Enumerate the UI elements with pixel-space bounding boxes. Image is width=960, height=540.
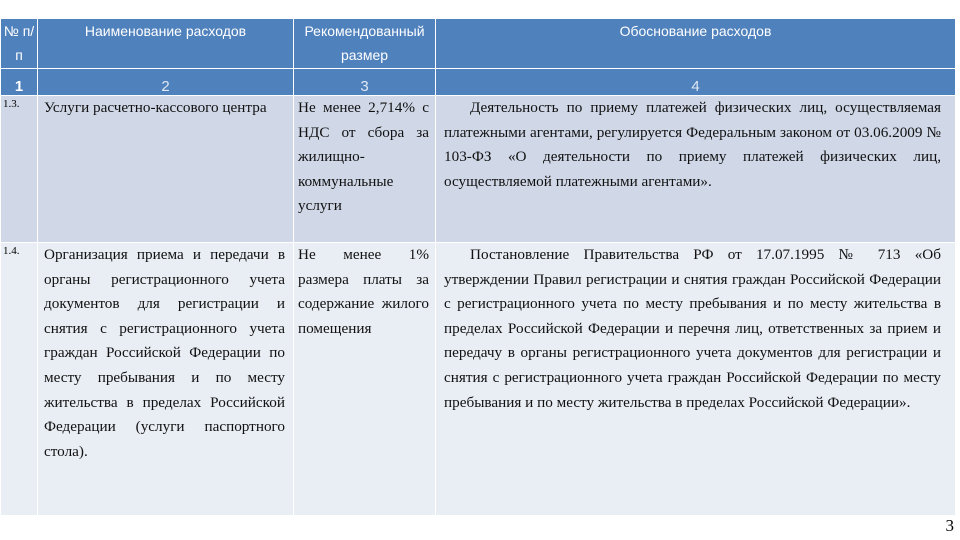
row-name-text: Услуги расчетно-кассового центра [44,99,267,116]
header-row [1,19,956,69]
row-basis-text: Постановление Правительства РФ от 17.07.1995 № 713 «Об утверждении Правил регистрации и снятия граждан Российской Федерации с регистрационного учета по месту пребывания и по месту жительства в пределах Российской Федерации и перечня лиц, ответственных за прием и передачу в органы регистрационного учета документов для регистрации и снятия с регистрационного учета граждан Российской Федерации по месту пребывания и по месту жительства в пределах Российской Федерации». [444,246,941,411]
column-numbers-row [1,69,956,96]
row-name [38,96,294,243]
header-basis: Обоснование расходов [436,19,956,69]
column-number-1: 1 [1,69,38,96]
row-name [38,243,294,516]
row-size [294,96,436,243]
row-size-text: Не менее 1% размера платы за содержание жилого помещения [298,246,429,337]
row-basis [436,96,956,243]
row-basis [436,243,956,516]
column-number-2: 2 [38,69,294,96]
header-name: Наименование расходов [38,19,294,69]
row-name-text: Организация приема и передачи в органы регистрационного учета документов для регистрации и снятия с регистрационного учета граждан Российской Федерации по месту пребывания и по месту жительства в пределах Российской Федерации (услуги паспортного стола). [44,246,285,460]
table-row [1,96,956,243]
header-size: Рекомендованный размер [294,19,436,69]
row-number: 1.3. [1,96,38,243]
row-basis-text: Деятельность по приему платежей физических лиц, осуществляемая платежными агентами, регулируется Федеральным законом от 03.06.2009 № 103-ФЗ «О деятельности по приему платежей физических лиц, осуществляемой платежными агентами». [444,99,941,190]
expenses-table [0,18,956,516]
row-number: 1.4. [1,243,38,516]
column-number-4: 4 [436,69,956,96]
page-number: 3 [945,516,954,535]
column-number-3: 3 [294,69,436,96]
header-num: № п/п [1,19,38,69]
row-size-text: Не менее 2,714% с НДС от сбора за жилищно-коммунальные услуги [298,99,429,215]
row-size [294,243,436,516]
table-row [1,243,956,516]
